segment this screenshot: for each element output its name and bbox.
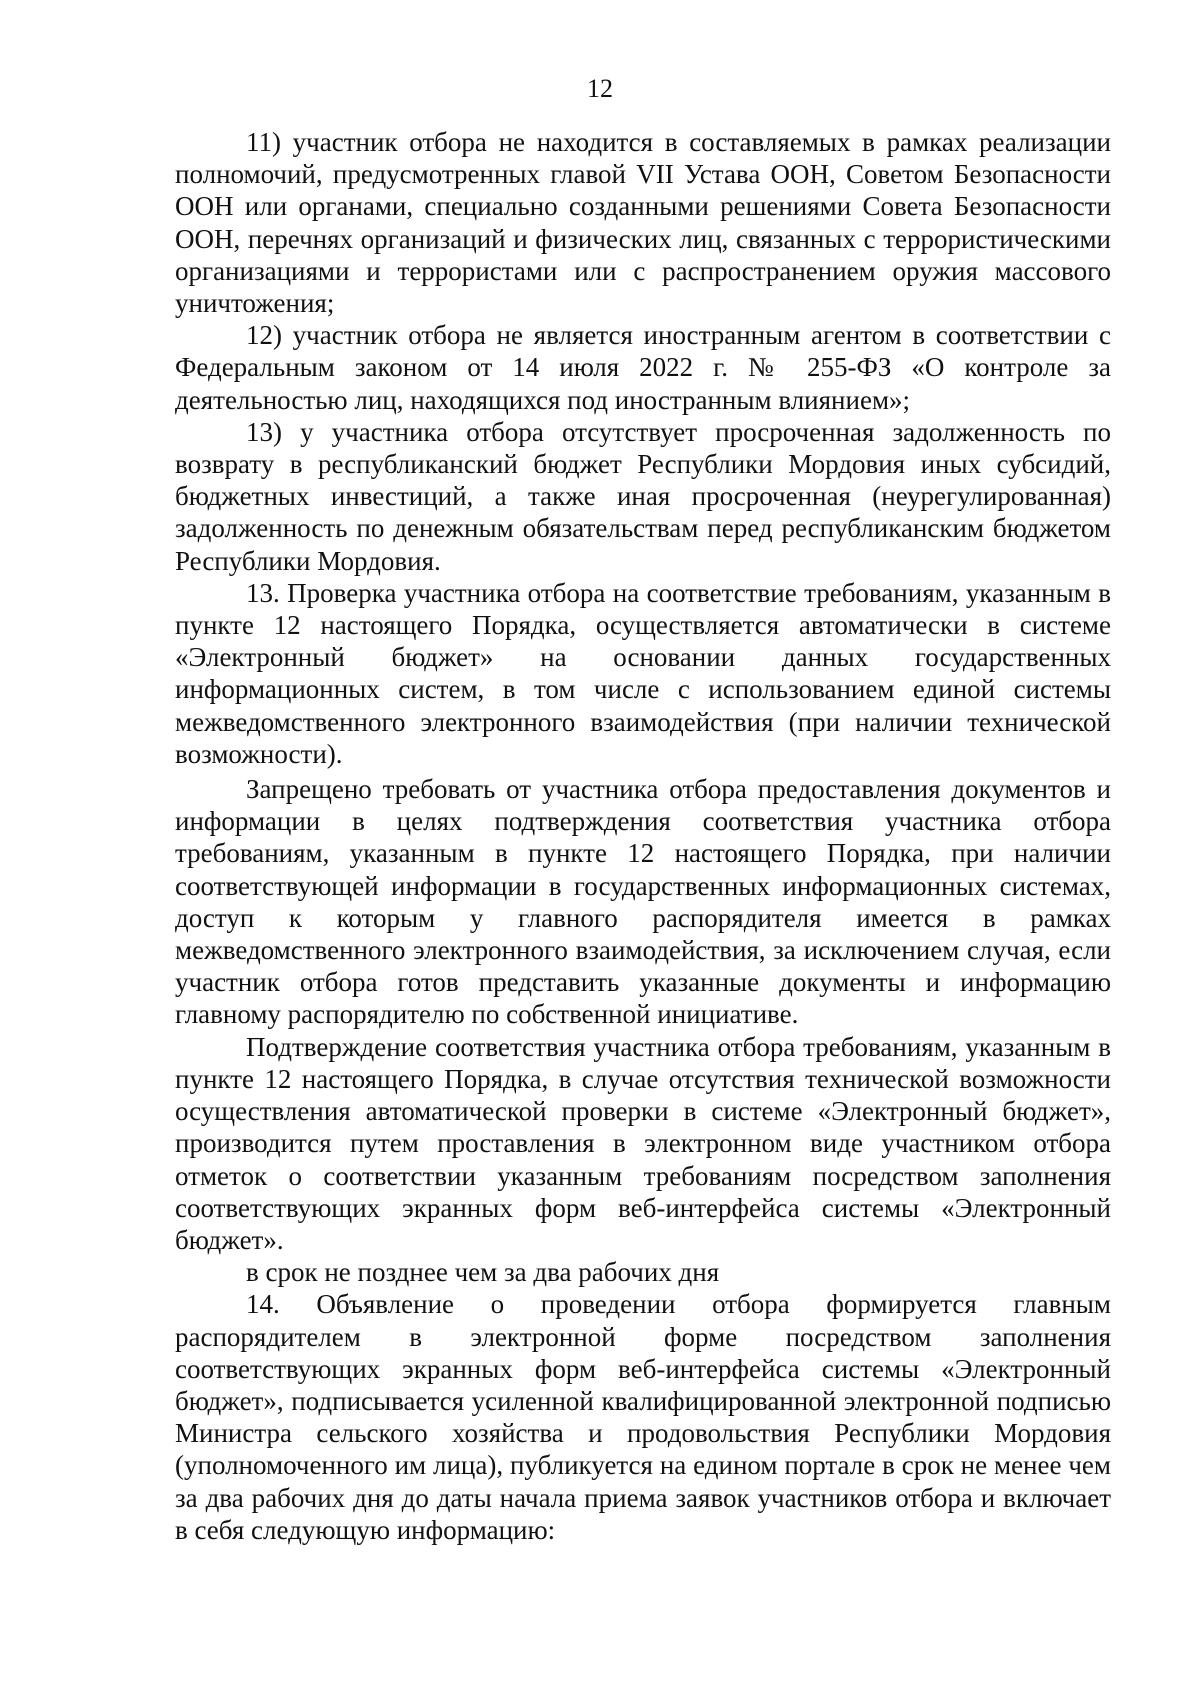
paragraph-item-11: 11) участник отбора не находится в составляемых в рамках реализации полномочий, предусмотренных главой VII Устава ООН, Советом Безопасности ООН или органами, специально созданными решениями Совета Безопасности ООН, перечнях организаций и физических лиц, связанных с террористическими организациями и террористами или с распространением оружия массового уничтожения;	[175, 127, 1111, 319]
paragraph-section-13: 13. Проверка участника отбора на соответствие требованиям, указанным в пункте 12 настоящего Порядка, осуществляется автоматически в системе «Электронный бюджет» на основании данных государственных информационных систем, в том числе с использованием единой системы межведомственного электронного взаимодействия (при наличии технической возможности).	[175, 577, 1111, 769]
document-body	[175, 126, 1111, 1546]
paragraph-confirmation: Подтверждение соответствия участника отбора требованиям, указанным в пункте 12 настоящего Порядка, в случае отсутствия технической возможности осуществления автоматической проверки в системе «Электронный бюджет», производится путем проставления в электронном виде участником отбора отметок о соответствии указанным требованиям посредством заполнения соответствующих экранных форм веб-интерфейса системы «Электронный бюджет».	[175, 1031, 1111, 1255]
page-number: 12	[587, 74, 613, 103]
paragraph-item-13: 13) у участника отбора отсутствует просроченная задолженность по возврату в республиканский бюджет Республики Мордовия иных субсидий, бюджетных инвестиций, а также иная просроченная (неурегулированная) задолженность по денежным обязательствам перед республиканским бюджетом Республики Мордовия.	[175, 416, 1111, 576]
paragraph-item-12: 12) участник отбора не является иностранным агентом в соответствии с Федеральным законом от 14 июля 2022 г. № 255-ФЗ «О контроле за деятельностью лиц, находящихся под иностранным влиянием»;	[175, 320, 1111, 415]
paragraph-deadline-note: в срок не позднее чем за два рабочих дня	[246, 1257, 720, 1288]
paragraph-prohibition: Запрещено требовать от участника отбора предоставления документов и информации в целях подтверждения соответствия участника отбора требованиям, указанным в пункте 12 настоящего Порядка, при наличии соответствующей информации в государственных информационных системах, доступ к которым у главного распорядителя имеется в рамках межведомственного электронного взаимодействия, за исключением случая, если участник отбора готов представить указанные документы и информацию главному распорядителю по собственной инициативе.	[175, 774, 1111, 1030]
paragraph-section-14: 14. Объявление о проведении отбора формируется главным распорядителем в электронной форме посредством заполнения соответствующих экранных форм веб-интерфейса системы «Электронный бюджет», подписывается усиленной квалифицированной электронной подписью Министра сельского хозяйства и продовольствия Республики Мордовия (уполномоченного им лица), публикуется на едином портале в срок не менее чем за два рабочих дня до даты начала приема заявок участников отбора и включает в себя следующую информацию:	[175, 1289, 1111, 1545]
